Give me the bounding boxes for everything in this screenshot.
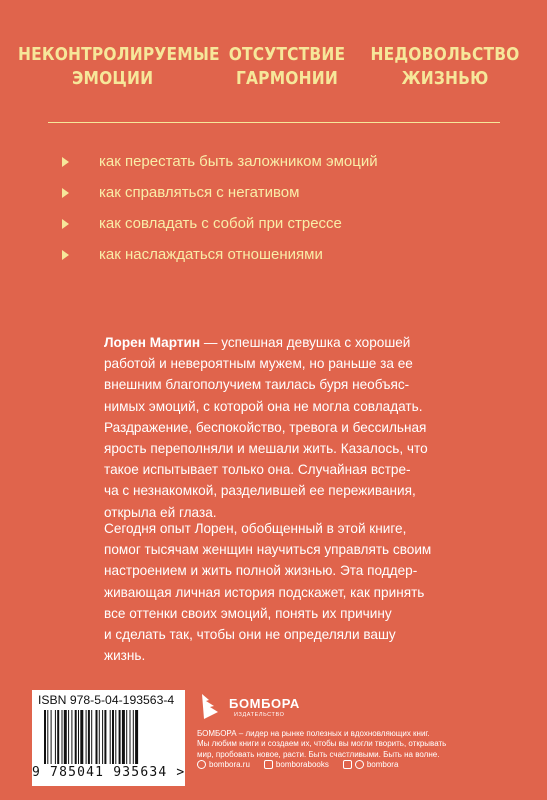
triangle-bullet-icon [62,219,69,229]
barcode-bar [68,710,69,764]
barcode-bar [47,710,48,764]
headline-2 [223,43,352,91]
publisher-name: БОМБОРА [229,696,300,711]
barcode-bar [99,710,100,764]
paragraph-line [104,332,454,353]
bullet-text: как совладать с собой при стрессе [99,215,342,232]
barcode-bar [133,710,134,764]
paragraph-line: Сегодня опыт Лорен, обобщенный в этой книге, [104,521,407,536]
barcode-bar [122,710,125,764]
barcode-bar [51,710,52,764]
paragraph-line: открыла ей глаза. [104,504,217,520]
publisher-text-line: мир, пробовать новое, расти. Быть счастливыми. Быть на волне. [197,749,440,759]
publisher-text-line: БОМБОРА – лидер на рынке полезных и вдохновляющих книг. [197,729,430,738]
barcode-bar [57,710,59,764]
bullet-item [62,239,502,270]
headline-2-line2: ГАРМОНИИ [235,68,338,89]
youtube-icon [343,760,352,769]
barcode-bar [119,710,121,764]
bullet-text: как наслаждаться отношениями [99,246,323,263]
headline-3 [365,43,525,91]
publisher-text-line: Мы любим книги и создаем их, чтобы вы могли творить, открывать [197,739,447,749]
barcode-bar [86,710,87,764]
headline-2-line1: ОТСУТСТВИЕ [228,44,346,65]
triangle-bullet-icon [62,250,69,260]
bullet-list [62,146,502,270]
publisher-subtitle: ИЗДАТЕЛЬСТВО [234,712,285,718]
barcode-bar [110,710,111,764]
paragraph-line: Раздражение, беспокойство, тревога и бессильная [104,419,427,435]
bullet-text: как перестать быть заложником эмоций [99,153,378,170]
barcode-bar [115,710,116,764]
bullet-item [62,177,502,208]
barcode-bar [91,710,92,764]
barcode-bar [88,710,90,764]
vk-link[interactable]: bomborabooks [275,760,329,769]
telegram-icon [355,760,364,769]
paragraph-line: жизнь. [104,648,146,664]
barcode-bar [75,710,77,764]
paragraph-line: и сделать так, чтобы они не определяли вашу [104,627,396,643]
barcode-bar [62,710,63,764]
paragraph-line: ярость переполняли и мешали жить. Казалось, что [104,441,428,457]
barcode-bar [44,710,46,764]
paragraph-line: помог тысячам женщин научиться управлять своим [104,542,432,558]
website-link[interactable]: bombora.ru [209,760,250,769]
paragraph-line: нимых эмоций, с которой она не могла совладать. [104,398,423,414]
paragraph-line: живающая личная история подскажет, как принять [104,584,425,600]
publisher-contacts [197,760,398,769]
barcode-bar [80,710,83,764]
publisher-description [197,729,527,760]
description-paragraph-1 [104,332,454,523]
headline-1-line1: НЕКОНТРОЛИРУЕМЫЕ [18,44,220,65]
author-name: Лорен Мартин [104,335,201,350]
barcode-bar [102,710,103,764]
globe-icon [197,760,206,769]
barcode-bar [71,710,72,764]
barcode-bar [96,710,98,764]
barcode-bars [44,710,174,764]
headline-1 [18,43,220,91]
headline-3-line1: НЕДОВОЛЬСТВО [370,44,520,65]
barcode-bar [104,710,106,764]
paragraph-line: внешним благополучием таилась буря необъяс- [104,377,410,393]
vk-icon [264,760,273,769]
bullet-text: как справляться с негативом [99,184,300,201]
description-paragraph-2 [104,518,454,666]
barcode-bar [130,710,131,764]
triangle-bullet-icon [62,188,69,198]
divider-line [48,122,500,123]
barcode-bar [135,710,138,764]
bullet-item [62,146,502,177]
barcode-bar [64,710,67,764]
paragraph-line: такое испытывает только она. Случайная встре- [104,462,411,478]
paragraph-line: работой и невероятным мужем, но раньше за ее [104,356,413,372]
barcode-bar [55,710,56,764]
bullet-item [62,208,502,239]
barcode-bar [126,710,127,764]
bombora-logo-icon [198,692,222,720]
headline-1-line2: ЭМОЦИИ [71,68,154,89]
barcode-bar [78,710,79,764]
barcode-block [32,690,185,786]
paragraph-line: настроением и жить полной жизнью. Эта поддер- [104,563,418,579]
paragraph-line: все оттенки своих эмоций, понять их причину [104,605,392,621]
telegram-link[interactable]: bombora [366,760,399,769]
triangle-bullet-icon [62,157,69,167]
paragraph-line: ча с незнакомкой, разделившей ее переживания, [104,483,416,499]
barcode-number: 9 785041 935634 > [32,765,186,780]
headline-3-line2: ЖИЗНЬЮ [401,68,489,89]
barcode-bar [112,710,114,764]
isbn-text: ISBN 978-5-04-193563-4 [38,693,175,707]
paragraph-text: — успешная девушка с хорошей [200,335,411,350]
